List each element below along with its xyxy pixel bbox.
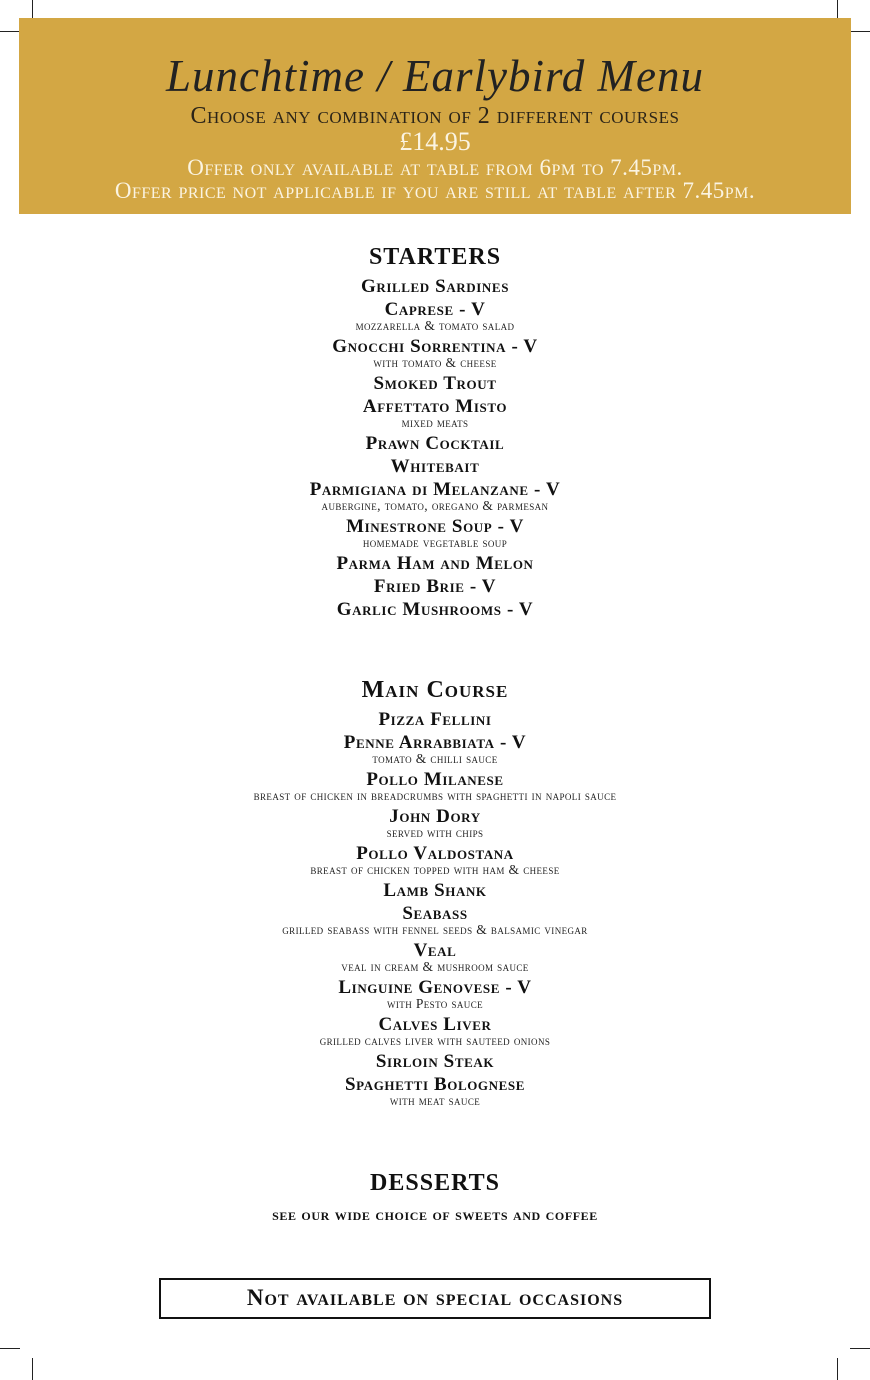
menu-item-description: with tomato & cheese — [373, 355, 497, 370]
menu-item-description: with meat sauce — [389, 1093, 481, 1108]
menu-item — [0, 577, 870, 596]
menu-item-name: Smoked Trout — [373, 373, 497, 394]
menu-item — [0, 1052, 870, 1071]
menu-item-name: Parmigiana di Melanzane - V — [309, 479, 561, 500]
mains-list — [0, 710, 870, 1108]
menu-item — [0, 517, 870, 550]
crop-mark — [837, 0, 838, 20]
menu-item-description: homemade vegetable soup — [362, 535, 508, 550]
menu-item-description: grilled seabass with fennel seeds & balsamic vinegar — [282, 922, 588, 937]
menu-item-name: Grilled Sardines — [360, 276, 510, 297]
menu-item-name: Parma Ham and Melon — [336, 553, 534, 574]
menu-item — [0, 844, 870, 877]
menu-item-name: Lamb Shank — [383, 880, 487, 901]
mains-heading: Main Course — [361, 677, 509, 703]
menu-item — [0, 600, 870, 619]
starters-list — [0, 277, 870, 619]
menu-item — [0, 1075, 870, 1108]
menu-item-description: breast of chicken in breadcrumbs with spaghetti in napoli sauce — [253, 788, 617, 803]
menu-item — [0, 807, 870, 840]
menu-item-name: Spaghetti Bolognese — [344, 1074, 525, 1095]
combination-text: Choose any combination of 2 different courses — [190, 103, 680, 129]
desserts-text: see our wide choice of sweets and coffee — [272, 1205, 598, 1224]
menu-item — [0, 337, 870, 370]
special-occasions-notice: Not available on special occasions — [159, 1278, 711, 1319]
menu-item — [0, 480, 870, 513]
menu-item-name: Minestrone Soup - V — [346, 516, 524, 537]
menu-item-name: Pizza Fellini — [378, 709, 492, 730]
menu-item-name: Caprese - V — [384, 299, 486, 320]
menu-item — [0, 1015, 870, 1048]
menu-header — [19, 18, 851, 214]
menu-item-description: breast of chicken topped with ham & cheese — [310, 862, 560, 877]
menu-item-description: grilled calves liver with sauteed onions — [319, 1033, 551, 1048]
menu-item-description: mixed meats — [401, 415, 469, 430]
menu-item-name: Affettato Misto — [362, 396, 508, 417]
menu-item — [0, 277, 870, 296]
crop-mark — [837, 1358, 838, 1380]
menu-item-name: Pollo Valdostana — [356, 843, 514, 864]
crop-mark — [32, 0, 33, 20]
menu-item-description: tomato & chilli sauce — [372, 751, 498, 766]
offer-condition-text: Offer price not applicable if you are still at table after 7.45pm. — [114, 178, 756, 203]
crop-mark — [32, 1358, 33, 1380]
menu-item — [0, 941, 870, 974]
menu-item — [0, 770, 870, 803]
menu-item-name: Whitebait — [390, 456, 480, 477]
crop-mark — [850, 1348, 870, 1349]
crop-mark — [0, 1348, 20, 1349]
menu-item — [0, 457, 870, 476]
menu-item-name: Penne Arrabbiata - V — [343, 732, 527, 753]
mains-section — [0, 677, 870, 1112]
menu-item-description: served with chips — [386, 825, 484, 840]
menu-item-name: John Dory — [389, 806, 481, 827]
crop-mark — [850, 31, 870, 32]
menu-item-description: veal in cream & mushroom sauce — [341, 959, 529, 974]
menu-item-description: mozzarella & tomato salad — [355, 318, 515, 333]
menu-item — [0, 374, 870, 393]
offer-time-text: Offer only available at table from 6pm to 7.45pm. — [187, 155, 683, 180]
menu-item-name: Prawn Cocktail — [365, 433, 505, 454]
starters-section — [0, 244, 870, 623]
menu-item — [0, 978, 870, 1011]
menu-item-name: Seabass — [402, 903, 468, 924]
menu-item-name: Garlic Mushrooms - V — [336, 599, 534, 620]
starters-heading: STARTERS — [368, 244, 502, 270]
desserts-heading: DESSERTS — [370, 1170, 500, 1196]
menu-item — [0, 881, 870, 900]
menu-item — [0, 434, 870, 453]
menu-title: Lunchtime / Earlybird Menu — [165, 51, 704, 101]
menu-item — [0, 554, 870, 573]
menu-item-name: Fried Brie - V — [373, 576, 497, 597]
menu-item-name: Pollo Milanese — [366, 769, 504, 790]
menu-item-name: Gnocchi Sorrentina - V — [332, 336, 538, 357]
menu-item — [0, 300, 870, 333]
menu-item-name: Veal — [413, 940, 457, 961]
desserts-section — [0, 1170, 870, 1224]
menu-item-name: Calves Liver — [378, 1014, 492, 1035]
menu-item-name: Sirloin Steak — [375, 1051, 495, 1072]
menu-item — [0, 904, 870, 937]
menu-item — [0, 733, 870, 766]
crop-mark — [0, 31, 20, 32]
menu-item — [0, 397, 870, 430]
menu-item-description: aubergine, tomato, oregano & parmesan — [321, 498, 549, 513]
menu-item-description: with Pesto sauce — [387, 996, 483, 1011]
menu-item — [0, 710, 870, 729]
menu-price: £14.95 — [399, 127, 471, 156]
menu-item-name: Linguine Genovese - V — [338, 977, 532, 998]
